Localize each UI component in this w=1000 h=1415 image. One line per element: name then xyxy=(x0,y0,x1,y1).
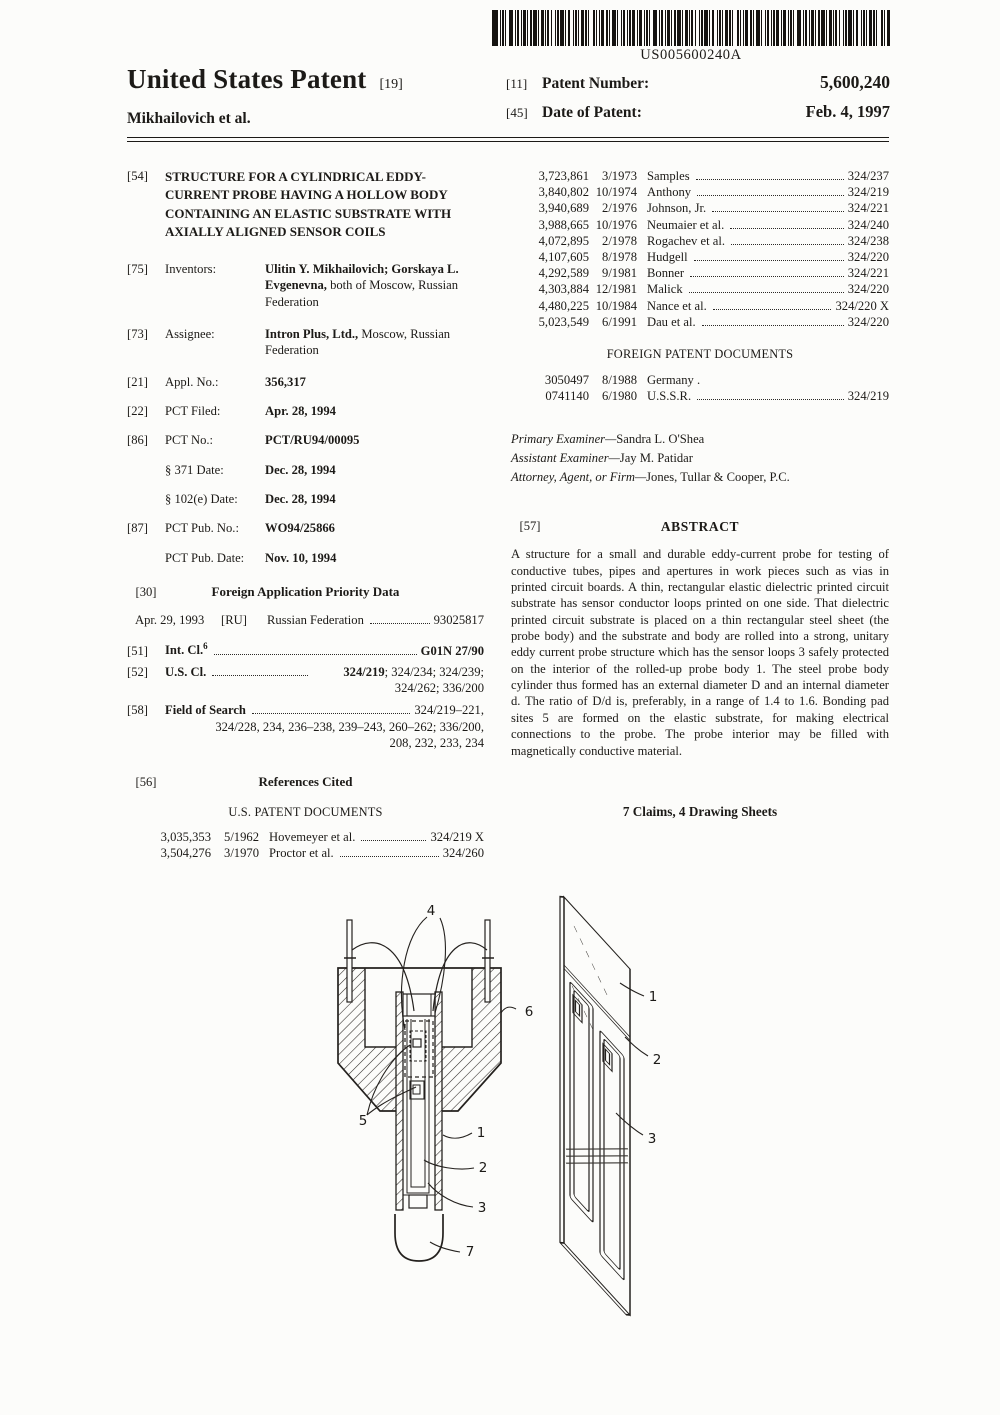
sheet-callout-labels xyxy=(648,989,662,1147)
patent-number-row xyxy=(506,72,890,93)
callout-7: 7 xyxy=(465,1244,475,1260)
assignee-value xyxy=(265,326,484,359)
barcode xyxy=(492,10,890,46)
us-citations-left xyxy=(127,829,484,861)
bibliographic-row xyxy=(127,520,484,536)
citation-number: 3,504,276 xyxy=(160,845,211,860)
bracket-58: [58] xyxy=(127,702,148,717)
citation-date: 10/1974 xyxy=(595,185,637,200)
patent-number-value: 5,600,240 xyxy=(820,72,890,92)
priority-date: Apr. 29, 1993 xyxy=(135,613,205,628)
dot-leader xyxy=(370,623,430,624)
row-bracket: [87] xyxy=(127,521,148,536)
citation-name: Anthony xyxy=(647,185,692,200)
callout-2: 2 xyxy=(478,1160,488,1176)
assignee-location: Moscow, Russian Federation xyxy=(265,326,451,358)
citation-class: 324/221 xyxy=(847,266,889,281)
probe-tube xyxy=(396,992,442,1210)
bracket-45: [45] xyxy=(506,105,528,120)
header-right xyxy=(506,72,890,131)
examiner-line xyxy=(511,431,889,447)
dot-leader xyxy=(697,399,844,400)
bracket-54: [54] xyxy=(127,169,148,183)
barcode-block xyxy=(492,10,890,64)
foreign-citation-row xyxy=(531,388,889,404)
citation-number: 5,023,549 xyxy=(538,314,589,329)
priority-number: 93025817 xyxy=(433,613,484,628)
invention-title-item xyxy=(127,168,484,242)
left-column xyxy=(127,168,484,861)
dot-leader xyxy=(361,840,426,841)
callout-6: 6 xyxy=(524,1004,534,1020)
assignee-name: Intron Plus, Ltd., xyxy=(265,326,359,341)
citation-number: 4,303,884 xyxy=(538,282,589,297)
bracket-73: [73] xyxy=(127,326,148,341)
citation-name: Dau et al. xyxy=(647,314,696,329)
us-citation-row xyxy=(531,168,889,184)
kind-code-19: [19] xyxy=(379,77,403,92)
assignee-label: Assignee: xyxy=(165,326,215,341)
abstract-text: A structure for a small and durable eddy-current probe for testing of conductive tubes, pipes and apertures in work pieces such as vias in printed circuit boards. A thin, rectangular elastic dielectric printed circuit substrate has sensor conductor loops printed on one side. That dielectric printed circuit substrate is placed on a thin rectangular steel sheet (the probe body) and the substrate and body are rolled into a strong, unitary eddy current probe structure which has the sensor loops 3 safely protected on the interior of the rolled-up probe body 1. The steel probe body cylinder thus formed has an external diameter D and an internal diameter d. The ratio of D/d is, preferably, in a range of 1.4 to 1.6. Bonding pad sites 5 are formed on the elastic substrate, for making electrical connections to the probe. The probe interior may be filled with magnetically conductive material. xyxy=(511,547,889,758)
us-citation-row xyxy=(531,314,889,330)
citation-date: 10/1976 xyxy=(595,217,637,232)
row-value: Apr. 28, 1994 xyxy=(265,403,336,418)
foreign-citation-row xyxy=(531,372,889,388)
citation-number: 3,988,665 xyxy=(538,217,589,232)
examiner-line xyxy=(511,469,889,485)
inventors-label: Inventors: xyxy=(165,261,217,276)
callout-1: 1 xyxy=(476,1125,486,1141)
citation-date: 3/1970 xyxy=(224,845,259,860)
dot-leader xyxy=(214,654,417,655)
dot-leader xyxy=(696,179,844,180)
figure-substrate-sheet xyxy=(552,890,792,1415)
bracket-30: [30] xyxy=(135,585,157,600)
us-citation-row xyxy=(153,829,484,845)
citation-date: 3/1973 xyxy=(602,169,637,183)
citation-date: 8/1988 xyxy=(602,373,637,388)
citation-name: Nance et al. xyxy=(647,298,707,313)
us-cl-label: U.S. Cl. xyxy=(165,664,207,679)
inventors-location: both of Moscow, Russian Federation xyxy=(265,278,459,309)
us-cl-value xyxy=(312,664,484,697)
assignee-item xyxy=(127,326,484,359)
us-citation-row xyxy=(531,184,889,200)
citation-class: 324/221 xyxy=(847,201,889,216)
sheet-callout-3: 3 xyxy=(647,1131,657,1147)
citation-class: 324/238 xyxy=(847,233,889,248)
right-column xyxy=(511,168,889,861)
citation-name: Hudgell xyxy=(647,250,688,265)
citation-number: 4,292,589 xyxy=(538,266,589,281)
citation-class: 324/260 xyxy=(442,845,484,860)
dot-leader xyxy=(694,260,844,261)
citation-date: 9/1981 xyxy=(602,266,637,281)
citation-date: 5/1962 xyxy=(224,829,259,844)
citation-number: 4,107,605 xyxy=(538,250,589,265)
us-cl-row xyxy=(127,664,484,697)
citation-class: 324/219 X xyxy=(430,829,484,844)
field-value-continued: 324/228, 234, 236–238, 239–243, 260–262; 336/200, 208, 232, 233, 234 xyxy=(215,720,484,751)
barcode-number: US005600240A xyxy=(640,47,742,63)
citation-name: Johnson, Jr. xyxy=(647,201,707,216)
citation-date: 12/1981 xyxy=(595,282,637,297)
us-citation-row xyxy=(531,217,889,233)
bibliographic-row xyxy=(127,403,484,419)
callout-5: 5 xyxy=(358,1113,368,1129)
dot-leader xyxy=(712,211,844,212)
page-title: United States Patent xyxy=(127,64,367,94)
examiner-line xyxy=(511,450,889,466)
row-label: § 371 Date: xyxy=(165,462,224,477)
citation-date: 10/1984 xyxy=(595,298,637,313)
examiner-role: Attorney, Agent, or Firm— xyxy=(511,470,647,485)
citation-class: 324/220 xyxy=(847,314,889,329)
abstract-heading-row xyxy=(511,518,889,536)
field-of-search-row xyxy=(127,702,484,718)
dot-leader xyxy=(690,276,844,277)
bracket-51: [51] xyxy=(127,643,148,658)
row-label: PCT Pub. Date: xyxy=(165,550,245,565)
row-bracket xyxy=(127,491,165,507)
callout-4: 4 xyxy=(426,903,436,919)
citation-name: Bonner xyxy=(647,266,685,281)
us-cl-secondary: ; 324/234; 324/239; 324/262; 336/200 xyxy=(384,664,484,696)
bibliographic-row xyxy=(127,462,484,478)
foreign-citations xyxy=(511,372,889,404)
dot-leader xyxy=(689,292,844,293)
us-citation-row xyxy=(531,200,889,216)
inventors-names: Ulitin Y. Mikhailovich; Gorskaya L. Evgenevna, xyxy=(265,261,459,293)
row-value: Dec. 28, 1994 xyxy=(265,492,336,507)
int-cl-row xyxy=(127,641,484,659)
claims-line: 7 Claims, 4 Drawing Sheets xyxy=(622,803,778,819)
row-bracket xyxy=(127,550,165,566)
examiner-name: Jay M. Patidar xyxy=(619,450,693,465)
bracket-52: [52] xyxy=(127,664,148,679)
examiner-name: Sandra L. O'Shea xyxy=(616,431,705,446)
inventors-value xyxy=(265,261,484,310)
header-rule xyxy=(127,137,889,142)
citation-date: 2/1976 xyxy=(602,201,637,216)
inventor-short-name: Mikhailovich et al. xyxy=(127,110,251,127)
row-label: PCT No.: xyxy=(165,433,214,448)
row-label: Appl. No.: xyxy=(165,374,219,389)
priority-country: Russian Federation xyxy=(267,613,364,628)
citation-name: Samples xyxy=(647,169,690,183)
dot-leader xyxy=(340,856,439,857)
citation-class: 324/237 xyxy=(847,169,889,183)
priority-country-code: [RU] xyxy=(221,613,247,628)
inventors-item xyxy=(127,261,484,310)
citation-number: 4,480,225 xyxy=(538,298,589,313)
us-citation-row xyxy=(531,233,889,249)
citation-class: 324/220 X xyxy=(835,298,889,313)
patent-date-row xyxy=(506,102,890,122)
citation-number: 3050497 xyxy=(544,373,589,388)
citation-class: 324/220 xyxy=(847,282,889,297)
dot-leader xyxy=(252,713,410,714)
citation-number: 3,840,802 xyxy=(538,185,589,200)
row-label: PCT Filed: xyxy=(165,403,221,418)
examiner-block xyxy=(511,431,889,486)
document-title-block xyxy=(127,64,403,95)
sheet-callout-2: 2 xyxy=(652,1052,662,1068)
citation-class: 324/219 xyxy=(847,185,889,200)
citation-name: Proctor et al. xyxy=(269,845,334,860)
citation-country: U.S.S.R. xyxy=(647,389,692,404)
int-cl-label: Int. Cl.$^6$ xyxy=(165,641,208,658)
field-value-line1: 324/219–221, xyxy=(414,702,484,717)
probe-cap xyxy=(395,1214,443,1261)
priority-heading xyxy=(127,584,484,601)
callout-3: 3 xyxy=(477,1200,487,1216)
sheet-body xyxy=(560,893,630,1319)
abstract-heading: ABSTRACT xyxy=(660,518,740,534)
patent-date-value: Feb. 4, 1997 xyxy=(805,102,890,121)
citation-number: 4,072,895 xyxy=(538,233,589,248)
row-value: WO94/25866 xyxy=(265,521,335,536)
row-value: Dec. 28, 1994 xyxy=(265,462,336,477)
row-bracket: [21] xyxy=(127,374,148,389)
references-heading xyxy=(127,774,484,791)
bibliographic-row xyxy=(127,432,484,448)
dot-leader xyxy=(697,195,844,196)
bracket-11: [11] xyxy=(506,76,528,91)
citation-class: 324/220 xyxy=(847,250,889,265)
int-cl-value: G01N 27/90 xyxy=(420,643,484,658)
us-citation-row xyxy=(531,249,889,265)
us-citation-row xyxy=(531,281,889,297)
row-bracket: [86] xyxy=(127,433,148,448)
bracket-56: [56] xyxy=(135,774,157,789)
patent-date-label: Date of Patent: xyxy=(542,104,642,121)
row-value: 356,317 xyxy=(265,374,306,389)
us-citations-right xyxy=(511,168,889,330)
bibliographic-row xyxy=(127,550,484,566)
citation-number: 3,035,353 xyxy=(160,829,211,844)
invention-title: STRUCTURE FOR A CYLINDRICAL EDDY-CURRENT PROBE HAVING A HOLLOW BODY CONTAINING AN ELASTIC SUBSTRATE WITH AXIALLY ALIGNED SENSOR COILS xyxy=(165,169,452,240)
citation-number: 3,940,689 xyxy=(538,201,589,216)
citation-date: 6/1980 xyxy=(602,389,637,404)
us-citation-row xyxy=(153,845,484,861)
citation-number: 0741140 xyxy=(545,389,589,404)
citation-country: Germany . xyxy=(647,373,701,388)
citation-date: 6/1991 xyxy=(602,314,637,329)
row-value: PCT/RU94/00095 xyxy=(265,433,360,448)
us-citation-row xyxy=(531,298,889,314)
dot-leader xyxy=(212,675,308,676)
figure-probe-cross-section xyxy=(300,895,560,1280)
dot-leader xyxy=(730,228,843,229)
citation-name: Neumaier et al. xyxy=(647,217,725,232)
us-citation-row xyxy=(531,265,889,281)
bracket-75: [75] xyxy=(127,261,148,276)
examiner-role: Primary Examiner— xyxy=(511,431,617,446)
dot-leader xyxy=(713,309,832,310)
field-label: Field of Search xyxy=(165,702,246,717)
dot-leader xyxy=(702,325,844,326)
citation-number: 3,723,861 xyxy=(538,169,589,183)
bibliographic-columns xyxy=(127,168,889,861)
bracket-57: [57] xyxy=(519,518,541,533)
row-label: § 102(e) Date: xyxy=(165,492,238,507)
sheet-callout-1: 1 xyxy=(648,989,658,1005)
patent-number-label: Patent Number: xyxy=(542,75,650,92)
bibliographic-row xyxy=(127,491,484,507)
citation-class: 324/219 xyxy=(847,389,889,404)
citation-class: 324/240 xyxy=(847,217,889,232)
row-bracket: [22] xyxy=(127,403,148,418)
row-value: Nov. 10, 1994 xyxy=(265,550,337,565)
priority-heading-text: Foreign Application Priority Data xyxy=(211,584,400,600)
bibliographic-rows xyxy=(127,374,484,567)
examiner-role: Assistant Examiner— xyxy=(511,450,620,465)
row-label: PCT Pub. No.: xyxy=(165,521,239,536)
bibliographic-row xyxy=(127,374,484,390)
foreign-docs-heading: FOREIGN PATENT DOCUMENTS xyxy=(606,347,794,362)
priority-data-row xyxy=(127,612,484,628)
citation-date: 2/1978 xyxy=(602,233,637,248)
us-docs-heading: U.S. PATENT DOCUMENTS xyxy=(228,804,383,819)
citation-name: Rogachev et al. xyxy=(647,233,725,248)
citation-name: Malick xyxy=(647,282,683,297)
int-cl-sup: 6 xyxy=(203,641,208,652)
examiner-name: Jones, Tullar & Cooper, P.C. xyxy=(646,470,790,485)
dot-leader xyxy=(731,244,844,245)
us-cl-primary: 324/219 xyxy=(343,664,385,679)
citation-date: 8/1978 xyxy=(602,250,637,265)
row-bracket xyxy=(127,462,165,478)
citation-name: Hovemeyer et al. xyxy=(269,829,356,844)
references-heading-text: References Cited xyxy=(258,773,353,789)
